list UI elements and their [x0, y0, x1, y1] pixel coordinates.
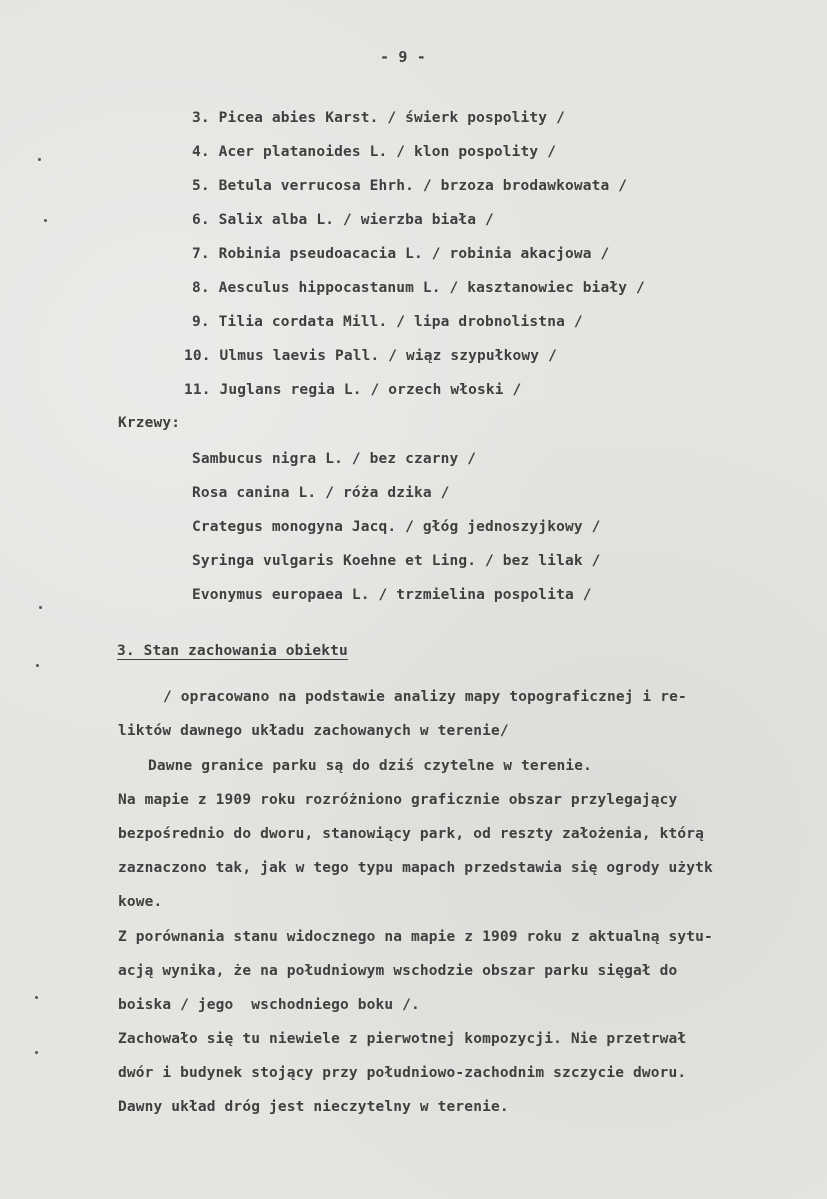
body-text-line: kowe.: [118, 894, 163, 910]
body-text-line: Dawny układ dróg jest nieczytelny w terenie.: [118, 1099, 509, 1115]
tree-list-item: 4. Acer platanoides L. / klon pospolity /: [192, 144, 557, 160]
body-text-line: Dawne granice parku są do dziś czytelne w terenie.: [148, 758, 592, 774]
tree-list-item: 9. Tilia cordata Mill. / lipa drobnolistna /: [192, 314, 583, 330]
shrub-list-item: Rosa canina L. / róża dzika /: [192, 485, 450, 501]
body-text-line: liktów dawnego układu zachowanych w terenie/: [118, 723, 509, 739]
body-text-line: / opracowano na podstawie analizy mapy topograficznej i re-: [163, 689, 687, 705]
tree-list-item: 7. Robinia pseudoacacia L. / robinia akacjowa /: [192, 246, 610, 262]
body-text-line: boiska / jego wschodniego boku /.: [118, 997, 420, 1013]
body-text-line: Z porównania stanu widocznego na mapie z 1909 roku z aktualną sytu-: [118, 929, 713, 945]
margin-mark: [39, 606, 42, 609]
shrubs-label: Krzewy:: [118, 415, 181, 431]
page-number: - 9 -: [380, 48, 426, 66]
shrub-list-item: Evonymus europaea L. / trzmielina pospolita /: [192, 587, 592, 603]
margin-mark: [38, 158, 41, 161]
body-text-line: dwór i budynek stojący przy południowo-zachodnim szczycie dworu.: [118, 1065, 687, 1081]
body-text-line: bezpośrednio do dworu, stanowiący park, od reszty założenia, którą: [118, 826, 705, 842]
margin-mark: [35, 1051, 38, 1054]
tree-list-item: 10. Ulmus laevis Pall. / wiąz szypułkowy /: [184, 348, 557, 364]
tree-list-item: 6. Salix alba L. / wierzba biała /: [192, 212, 494, 228]
body-text-line: Zachowało się tu niewiele z pierwotnej kompozycji. Nie przetrwał: [118, 1031, 687, 1047]
margin-mark: [44, 219, 47, 222]
tree-list-item: 8. Aesculus hippocastanum L. / kasztanowiec biały /: [192, 280, 645, 296]
tree-list-item: 11. Juglans regia L. / orzech włoski /: [184, 382, 522, 398]
tree-list-item: 3. Picea abies Karst. / świerk pospolity /: [192, 110, 565, 126]
shrub-list-item: Sambucus nigra L. / bez czarny /: [192, 451, 477, 467]
body-text-line: Na mapie z 1909 roku rozróżniono graficznie obszar przylegający: [118, 792, 678, 808]
shrub-list-item: Crategus monogyna Jacq. / głóg jednoszyjkowy /: [192, 519, 601, 535]
margin-mark: [36, 664, 39, 667]
shrub-list-item: Syringa vulgaris Koehne et Ling. / bez lilak /: [192, 553, 601, 569]
margin-mark: [35, 996, 38, 999]
body-text-line: zaznaczono tak, jak w tego typu mapach przedstawia się ogrody użytk: [118, 860, 713, 876]
body-text-line: acją wynika, że na południowym wschodzie obszar parku sięgał do: [118, 963, 678, 979]
section-heading: 3. Stan zachowania obiektu: [117, 643, 348, 659]
tree-list-item: 5. Betula verrucosa Ehrh. / brzoza brodawkowata /: [192, 178, 628, 194]
